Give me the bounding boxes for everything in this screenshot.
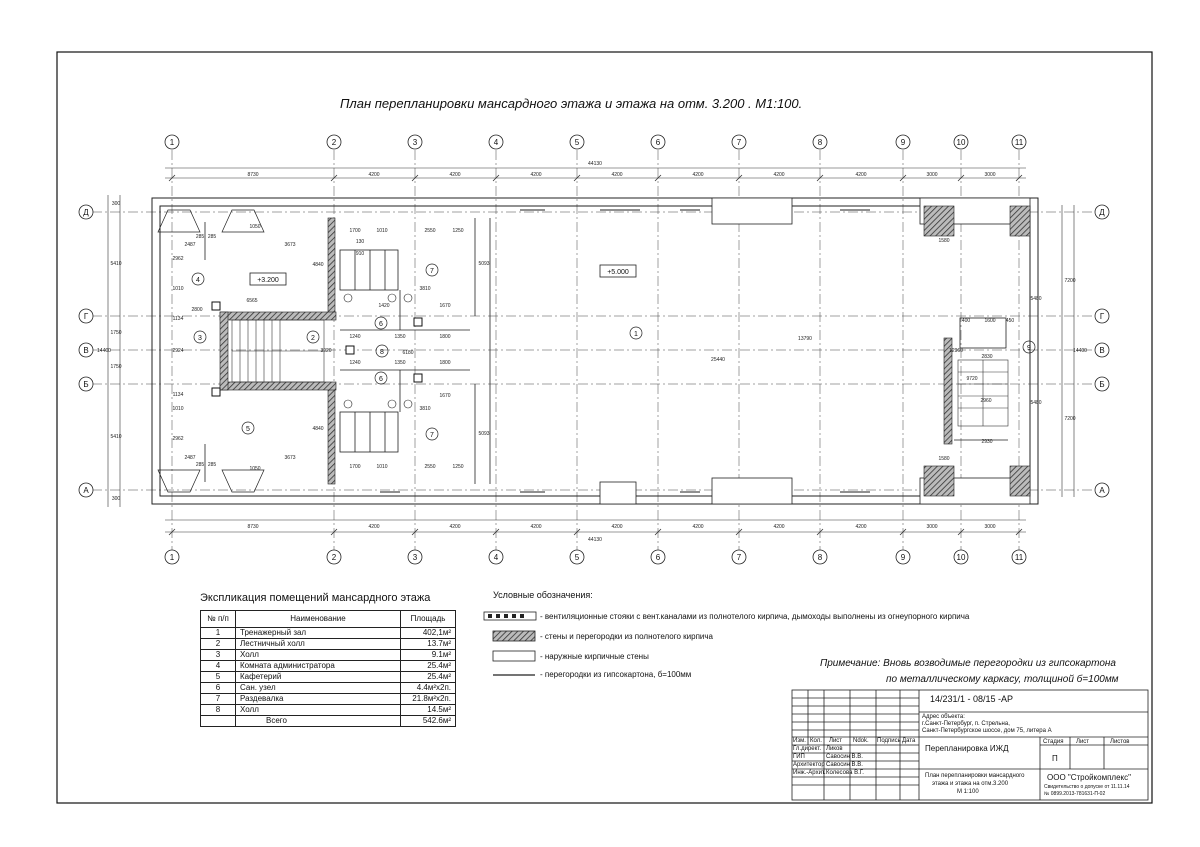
axis-label-top: 11 [1014,138,1024,147]
address-line: Адрес объекта: [922,714,965,720]
role: Гл.директ. [793,746,822,752]
dim-bottom: 3000 [926,524,938,530]
dim-right: 7200 [1064,278,1076,284]
dim-left: 300 [111,201,121,207]
svg-text:1250: 1250 [452,228,464,234]
axis-label-bottom: 10 [956,553,966,562]
stage-label: Стадия [1043,739,1064,745]
legend-symbols [484,612,536,675]
dim-left: 1750 [110,330,122,336]
legend-item: - вентиляционные стояки с вент.каналами из полнотелого кирпича, дымоходы выполнены из огнеупорного кирпича [540,612,970,621]
svg-text:3810: 3810 [419,286,431,292]
svg-text:1240: 1240 [349,360,361,366]
svg-text:2487: 2487 [184,242,196,248]
room-number: 7 [430,268,434,275]
dim-top: 4200 [773,172,785,178]
axis-label-top: 3 [412,138,418,147]
svg-text:5480: 5480 [1030,296,1042,302]
signer: Колесова В.Г. [826,770,864,776]
axis-label-left: Д [83,208,89,217]
note-line-2: по металлическому каркасу, толщиной б=100мм [886,674,1119,685]
svg-text:3673: 3673 [284,242,296,248]
window-marks [380,210,870,492]
dim-top: 4200 [368,172,380,178]
room-number: 6 [379,376,383,383]
svg-text:12960: 12960 [949,348,963,354]
svg-text:2550: 2550 [424,464,436,470]
dim-bottom: 8730 [247,524,259,530]
axis-label-top: 1 [169,138,175,147]
svg-text:5480: 5480 [1030,400,1042,406]
axis-label-bottom: 6 [655,553,661,562]
dim-top: 4200 [530,172,542,178]
project-code: 14/231/1 - 08/15 -АР [930,694,1014,704]
axis-label-bottom: 2 [331,553,337,562]
table-row: 1 Тренажерный зал 402,1м² [201,628,456,639]
axis-label-right: Б [1099,380,1105,389]
table-row: 4 Комната администратора 25.4м² [201,661,456,672]
table-row: 3 Холл 9.1м² [201,650,456,661]
room-number: 9 [1027,345,1031,352]
svg-text:2962: 2962 [172,256,184,262]
svg-text:1670: 1670 [439,303,451,309]
dim-left: 5410 [110,434,122,440]
address-line: Санкт-Петербургское шоссе, дом 75, литера А [922,728,1052,734]
svg-text:285: 285 [207,234,217,240]
svg-text:13790: 13790 [798,336,812,342]
certificate-line: Свидетельство о допуске от 11.11.14 [1044,784,1130,790]
level-marks [257,269,629,284]
dim-top: 4200 [692,172,704,178]
svg-text:1580: 1580 [938,238,950,244]
dim-left: 1750 [110,364,122,370]
dim-bottom: 4200 [611,524,623,530]
certificate-line: № 0899.2013-781631-П-02 [1044,791,1106,797]
axis-label-bottom: 4 [493,553,499,562]
svg-text:1250: 1250 [452,464,464,470]
axis-label-right: А [1099,486,1105,495]
axis-label-bottom: 3 [412,553,418,562]
explication-title: Экспликация помещений мансардного этажа [200,592,431,604]
svg-text:5093: 5093 [478,431,490,437]
note-line-1: Примечание: Вновь возводимые перегородки из гипсокартона [820,658,1116,669]
dim-right: 7200 [1064,416,1076,422]
axis-label-bottom: 9 [900,553,906,562]
svg-text:1350: 1350 [394,334,406,340]
svg-text:6180: 6180 [402,350,414,356]
dim-bottom: 4200 [773,524,785,530]
axis-label-left: Г [83,312,89,321]
project-name: Перепланировка ИЖД [925,744,1009,753]
svg-text:2487: 2487 [184,455,196,461]
role: Инж.-Архит. [793,770,826,776]
dim-total-top: 44130 [588,161,602,167]
company-name: ООО "Стройкомплекс" [1047,773,1131,782]
svg-text:2830: 2830 [981,354,993,360]
header-cell: № п/п [201,611,236,628]
dim-top: 3000 [984,172,996,178]
svg-text:1600: 1600 [984,318,996,324]
svg-text:3810: 3810 [419,406,431,412]
svg-text:1350: 1350 [394,360,406,366]
axis-label-top: 4 [493,138,499,147]
table-row: 6 Сан. узел 4.4м²х2п. [201,683,456,694]
svg-text:1134: 1134 [172,316,184,322]
axis-label-top: 9 [900,138,906,147]
sheet-label: Лист [1076,739,1090,745]
level-mark-a: +3.200 [257,277,279,284]
axis-label-left: А [83,486,89,495]
room-number: 7 [430,432,434,439]
svg-text:1010: 1010 [376,228,388,234]
stage-value: П [1052,754,1058,763]
sheets-label: Листов [1110,739,1130,745]
table-row: 8 Холл 14.5м² [201,705,456,716]
svg-text:2800: 2800 [191,307,203,313]
svg-text:4840: 4840 [312,426,324,432]
svg-text:1050: 1050 [249,466,261,472]
room-number: 2 [311,335,315,342]
axis-label-top: 2 [331,138,337,147]
svg-text:1134: 1134 [172,392,184,398]
axis-label-right: Г [1099,312,1105,321]
dim-top: 4200 [449,172,461,178]
svg-text:3920: 3920 [320,348,332,354]
axis-label-left: В [83,346,89,355]
svg-text:4840: 4840 [312,262,324,268]
axis-label-bottom: 7 [736,553,742,562]
svg-text:1670: 1670 [439,393,451,399]
role: Архитектор [793,762,825,768]
dim-left: 5410 [110,261,122,267]
dim-bottom: 4200 [449,524,461,530]
svg-text:285: 285 [207,462,217,468]
room-number: 6 [379,321,383,328]
axis-label-right: В [1099,346,1105,355]
axis-label-left: Б [83,380,89,389]
signer: Савосин В.В. [826,754,863,760]
svg-text:2924: 2924 [172,348,184,354]
svg-text:285: 285 [195,462,205,468]
dim-top: 8730 [247,172,259,178]
svg-text:1050: 1050 [249,224,261,230]
dim-left: 300 [111,496,121,502]
dim-bottom: 4200 [530,524,542,530]
axis-label-top: 8 [817,138,823,147]
dimension-ticks [169,175,1022,535]
signer: Савосин В.В. [826,762,863,768]
svg-text:1010: 1010 [172,286,184,292]
svg-text:2960: 2960 [980,398,992,404]
svg-text:25440: 25440 [711,357,725,363]
svg-text:1240: 1240 [349,334,361,340]
drawing-sheet: 1 2 3 4 5 6 7 8 9 10 11 1 2 3 4 5 6 7 8 9 10 11 Д Г В Б А Д Г В Б А 44130 8730 4200 4200 4200 4200 4200 4200 4200 3000 3000 8730 4200 4200 4200 4200 4200 4200 4200 3000 3000 44130 300 5410 1750 1750 5410 300 14400 7200 7200 14400 2487 3673 2487 3673 285 285 1050 285 285 1050 1700 1010 2550 1700 1010 2550 1250 1250 130 910 3810 3810 1670 1670 5093 5093 2800 6565 1240 1350 1800 1240 1350 1800 6180 1420 25440 13790 4840 4840 2962 2962 1010 1010 1134 1134 2924 3920 1580 1580 400 1600 450 2830 2930 12960 5480 5480 9720 2960 +3.200 +5.000 1 2 3 4 5 6 6 7 7 8 9 План перепланировки мансардного этажа и этажа на отм. 3.200 . М1:100. Экспликация помещений мансардного этажа № п/п Наименование Площадь 1 Тренажерный зал 402,1м² 2 Лестничный холл 13.7м² 3 Холл 9.1м² 4 Комната администратора 25.4м² 5 Кафетерий 25.4м² 6 Сан. узел 4.4м²х2п. 7 Раздевалка 21.8м²х2п. 8 Холл 14.5м² Всего 542.6м² Условные обозначения: - вентиляционные стояки с вент.каналами из полнотелого кирпича, дымоходы выполнены из огнеупорного кирпича - стены и перегородки из полнотелого кирпича - наружные кирпичные стены - перегородки из гипсокартона, б=100мм Примечание: Вновь возводимые перегородки из гипсокартона по металлическому каркасу, толщиной б=100мм 14/231/1 - 08/15 -АР Адрес объекта: г.Санкт-Петербург, п. Стрельна, Санкт-Петербургское шоссе, дом 75, литера А Изм. Кол. Лист Ndok. Подпись Дата Гл.директ. Ликов ГИП Савосин В.В. Архитектор Савосин В.В. Инж.-Архит. Колесова В.Г. Перепланировка ИЖД Стадия Лист Листов П План перепланировки мансардного этажа и этажа на отм.3.200 М 1:100 ООО "Стройкомплекс" Свидетельство о допуске от 11.11.14 № 0899.2013-781631-П-02 [0,0,1200,847]
dim-bottom: 4200 [855,524,867,530]
axis-label-bottom: 11 [1014,553,1024,562]
dim-bottom: 4200 [692,524,704,530]
explication-table [200,610,456,727]
svg-text:285: 285 [195,234,205,240]
svg-text:1800: 1800 [439,334,451,340]
header-cell: Наименование [236,611,401,628]
dim-top: 3000 [926,172,938,178]
svg-text:1420: 1420 [378,303,390,309]
dim-left-total: 14400 [97,348,111,354]
svg-text:1800: 1800 [439,360,451,366]
svg-text:2930: 2930 [981,439,993,445]
dim-bottom: 4200 [368,524,380,530]
svg-text:1700: 1700 [349,228,361,234]
svg-text:5093: 5093 [478,261,490,267]
drawing-title: План перепланировки мансардного этажа и этажа на отм. 3.200 . М1:100. [340,96,803,111]
axis-label-bottom: 5 [574,553,580,562]
svg-text:130: 130 [355,239,365,245]
room-number: 3 [198,335,202,342]
room-number: 4 [196,277,200,284]
legend-item: - стены и перегородки из полнотелого кирпича [540,632,713,641]
dim-right-total: 14400 [1073,348,1087,354]
role: ГИП [793,754,805,760]
table-row: 2 Лестничный холл 13.7м² [201,639,456,650]
svg-text:1010: 1010 [172,406,184,412]
level-mark-b: +5.000 [607,269,629,276]
stair-block [232,320,1008,426]
svg-text:2962: 2962 [172,436,184,442]
svg-text:910: 910 [355,251,365,257]
dim-total-bottom: 44130 [588,537,602,543]
room-number-circles [192,264,1035,440]
signer: Ликов [826,746,843,752]
dim-top: 4200 [855,172,867,178]
facade-pilasters [600,198,1030,504]
svg-text:450: 450 [1005,318,1015,324]
axis-label-top: 5 [574,138,580,147]
axis-label-right: Д [1099,208,1105,217]
svg-text:400: 400 [961,318,971,324]
room-number: 5 [246,426,250,433]
svg-text:6565: 6565 [246,298,258,304]
header-cell: Площадь [401,611,456,628]
drawing-name: План перепланировки мансардного [925,773,1025,779]
room-number: 1 [634,331,638,338]
table-row: 7 Раздевалка 21.8м²х2п. [201,694,456,705]
legend-item: - перегородки из гипсокартона, б=100мм [540,670,692,679]
svg-text:1700: 1700 [349,464,361,470]
axis-label-bottom: 1 [169,553,175,562]
legend-item: - наружные кирпичные стены [540,652,649,661]
svg-text:1580: 1580 [938,456,950,462]
dim-bottom: 3000 [984,524,996,530]
svg-text:2550: 2550 [424,228,436,234]
axis-label-bottom: 8 [817,553,823,562]
brick-walls-hatched [220,206,1030,496]
dim-top: 4200 [611,172,623,178]
svg-text:3673: 3673 [284,455,296,461]
axis-label-top: 6 [655,138,661,147]
address-line: г.Санкт-Петербург, п. Стрельна, [922,721,1010,727]
svg-text:1010: 1010 [376,464,388,470]
drawing-name: этажа и этажа на отм.3.200 [932,781,1009,787]
room-number: 8 [380,349,384,356]
legend-title: Условные обозначения: [493,590,593,600]
table-header-row [201,611,456,628]
svg-text:9720: 9720 [966,376,978,382]
axis-label-top: 7 [736,138,742,147]
axis-label-top: 10 [956,138,966,147]
table-row-total: Всего 542.6м² [201,716,456,727]
drawing-scale: М 1:100 [957,789,979,795]
table-row: 5 Кафетерий 25.4м² [201,672,456,683]
